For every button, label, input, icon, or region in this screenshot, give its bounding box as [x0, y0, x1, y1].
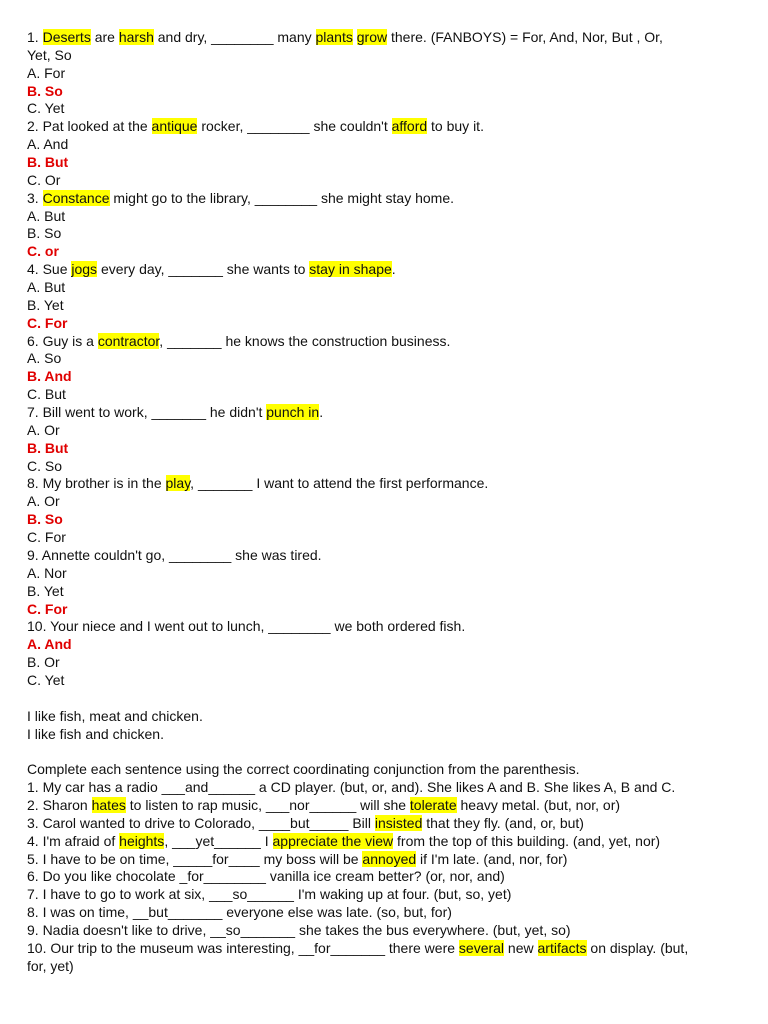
blank-line: [27, 690, 757, 708]
text-segment: C. But: [27, 386, 66, 403]
highlighted-word: artifacts: [537, 939, 587, 956]
text-line: [27, 547, 757, 565]
correct-answer: B. So: [27, 511, 63, 528]
blank-line: [27, 743, 757, 761]
text-line: [27, 225, 757, 243]
text-segment: 9. Nadia doesn't like to drive, __so_______ she takes the bus everywhere. (but, yet, so): [27, 921, 571, 938]
highlighted-word: antique: [151, 118, 198, 135]
text-segment: B. Yet: [27, 582, 64, 599]
text-line: [27, 190, 757, 208]
highlighted-word: grow: [356, 29, 388, 45]
text-segment: 10. Our trip to the museum was interesting, __for_______ there were: [27, 939, 459, 956]
text-segment: heavy metal. (but, nor, or): [456, 796, 621, 813]
text-segment: A. Nor: [27, 564, 67, 581]
text-segment: C. Yet: [27, 671, 65, 688]
text-line: [27, 47, 757, 65]
highlighted-word: several: [458, 939, 505, 956]
text-segment: C. So: [27, 457, 63, 474]
text-line: [27, 65, 757, 83]
text-segment: 10. Your niece and I went out to lunch, ________ we both ordered fish.: [27, 618, 466, 635]
text-segment: B. So: [27, 225, 62, 242]
correct-answer: B. But: [27, 439, 69, 456]
text-segment: 7. Bill went to work, _______ he didn't: [27, 404, 267, 421]
text-segment: A. But: [27, 207, 66, 224]
text-segment: 7. I have to go to work at six, ___so______ I'm waking up at four. (but, so, yet): [27, 886, 512, 903]
text-segment: 3. Carol wanted to drive to Colorado, ____but_____ Bill: [27, 814, 375, 831]
text-line: [27, 565, 757, 583]
text-line: [27, 529, 757, 547]
text-segment: that they fly. (and, or, but): [422, 814, 584, 831]
text-segment: and dry, ________ many: [153, 29, 316, 45]
text-segment: for, yet): [27, 957, 74, 974]
text-segment: 8. I was on time, __but_______ everyone else was late. (so, but, for): [27, 904, 452, 921]
text-line: [27, 940, 757, 958]
highlighted-word: jogs: [71, 261, 98, 278]
text-segment: B. Or: [27, 654, 60, 671]
text-segment: 8. My brother is in the: [27, 475, 166, 492]
highlighted-word: insisted: [374, 814, 423, 831]
text-segment: C. Or: [27, 171, 61, 188]
text-segment: if I'm late. (and, nor, for): [416, 850, 568, 867]
highlighted-word: stay in shape: [309, 261, 392, 278]
text-segment: 6. Guy is a: [27, 332, 98, 349]
highlighted-word: punch in: [266, 404, 320, 421]
text-segment: from the top of this building. (and, yet, nor): [393, 832, 661, 849]
correct-answer: B. But: [27, 154, 69, 171]
text-line: [27, 208, 757, 226]
text-segment: , _______ I want to attend the first performance.: [190, 475, 489, 492]
text-segment: A. For: [27, 64, 66, 81]
text-line: [27, 333, 757, 351]
text-segment: there. (FANBOYS) = For, And, Nor, But , Or,: [387, 29, 663, 45]
highlighted-word: plants: [315, 29, 353, 45]
highlighted-word: harsh: [118, 29, 154, 45]
text-line: [27, 886, 757, 904]
highlighted-word: play: [165, 475, 191, 492]
highlighted-word: heights: [119, 832, 165, 849]
text-segment: to buy it.: [427, 118, 484, 135]
text-segment: 4. Sue: [27, 261, 72, 278]
text-line: [27, 958, 757, 976]
text-segment: 6. Do you like chocolate _for________ vanilla ice cream better? (or, nor, and): [27, 868, 505, 885]
document-page: [27, 29, 757, 976]
text-segment: 2. Pat looked at the: [27, 118, 152, 135]
highlighted-word: hates: [91, 796, 126, 813]
text-segment: A. So: [27, 350, 62, 367]
text-line: [27, 672, 757, 690]
text-line: [27, 279, 757, 297]
text-segment: B. Yet: [27, 296, 64, 313]
text-segment: .: [319, 404, 324, 421]
text-line: [27, 261, 757, 279]
highlighted-word: Constance: [42, 189, 110, 206]
text-line: [27, 833, 757, 851]
text-line: [27, 297, 757, 315]
text-segment: 2. Sharon: [27, 796, 92, 813]
correct-answer: C. or: [27, 243, 59, 260]
text-segment: I like fish, meat and chicken.: [27, 707, 203, 724]
text-segment: might go to the library, ________ she might stay home.: [109, 189, 455, 206]
correct-answer: B. So: [27, 82, 63, 99]
text-segment: Yet, So: [27, 46, 72, 63]
highlighted-word: contractor: [97, 332, 160, 349]
text-segment: A. Or: [27, 493, 60, 510]
text-line: [27, 779, 757, 797]
text-line: [27, 761, 757, 779]
correct-answer: B. And: [27, 368, 72, 385]
text-line: [27, 350, 757, 368]
text-segment: Complete each sentence using the correct coordinating conjunction from the parenthesis.: [27, 761, 580, 778]
correct-answer: C. For: [27, 600, 68, 617]
text-line: [27, 583, 757, 601]
highlighted-word: afford: [391, 118, 428, 135]
text-segment: , ___yet______ I: [164, 832, 273, 849]
highlighted-word: Deserts: [42, 29, 91, 45]
text-segment: 1. My car has a radio ___and______ a CD player. (but, or, and). She likes A and B. She likes A, B and C.: [27, 779, 676, 796]
text-line: [27, 458, 757, 476]
correct-answer: C. For: [27, 314, 68, 331]
text-line: [27, 618, 757, 636]
text-line: [27, 493, 757, 511]
text-segment: on display. (but,: [586, 939, 689, 956]
text-segment: A. And: [27, 136, 69, 153]
text-segment: I like fish and chicken.: [27, 725, 164, 742]
text-line: [27, 475, 757, 493]
text-segment: 5. I have to be on time, _____for____ my boss will be: [27, 850, 363, 867]
text-segment: rocker, ________ she couldn't: [197, 118, 392, 135]
text-segment: are: [90, 29, 119, 45]
text-segment: , _______ he knows the construction business.: [159, 332, 451, 349]
text-line: [27, 654, 757, 672]
text-line: [27, 172, 757, 190]
text-line: [27, 922, 757, 940]
correct-answer: A. And: [27, 636, 72, 653]
text-segment: C. For: [27, 529, 66, 546]
text-line: [27, 851, 757, 869]
text-line: [27, 708, 757, 726]
text-segment: A. Or: [27, 421, 60, 438]
text-segment: to listen to rap music, ___nor______ will she: [125, 796, 410, 813]
text-line: [27, 29, 757, 47]
text-segment: A. But: [27, 279, 66, 296]
text-line: [27, 422, 757, 440]
text-line: [27, 136, 757, 154]
text-segment: C. Yet: [27, 100, 65, 117]
text-segment: every day, _______ she wants to: [97, 261, 310, 278]
text-line: [27, 118, 757, 136]
text-line: [27, 815, 757, 833]
text-line: [27, 404, 757, 422]
text-segment: 4. I'm afraid of: [27, 832, 120, 849]
highlighted-word: annoyed: [362, 850, 417, 867]
text-line: [27, 100, 757, 118]
text-line: [27, 386, 757, 404]
highlighted-word: appreciate the view: [272, 832, 394, 849]
text-segment: new: [504, 939, 538, 956]
text-line: [27, 904, 757, 922]
text-segment: 1.: [27, 29, 43, 45]
text-line: [27, 726, 757, 744]
text-segment: .: [391, 261, 396, 278]
text-segment: 3.: [27, 189, 43, 206]
highlighted-word: tolerate: [409, 796, 457, 813]
text-line: [27, 868, 757, 886]
text-segment: 9. Annette couldn't go, ________ she was tired.: [27, 546, 322, 563]
text-line: [27, 797, 757, 815]
